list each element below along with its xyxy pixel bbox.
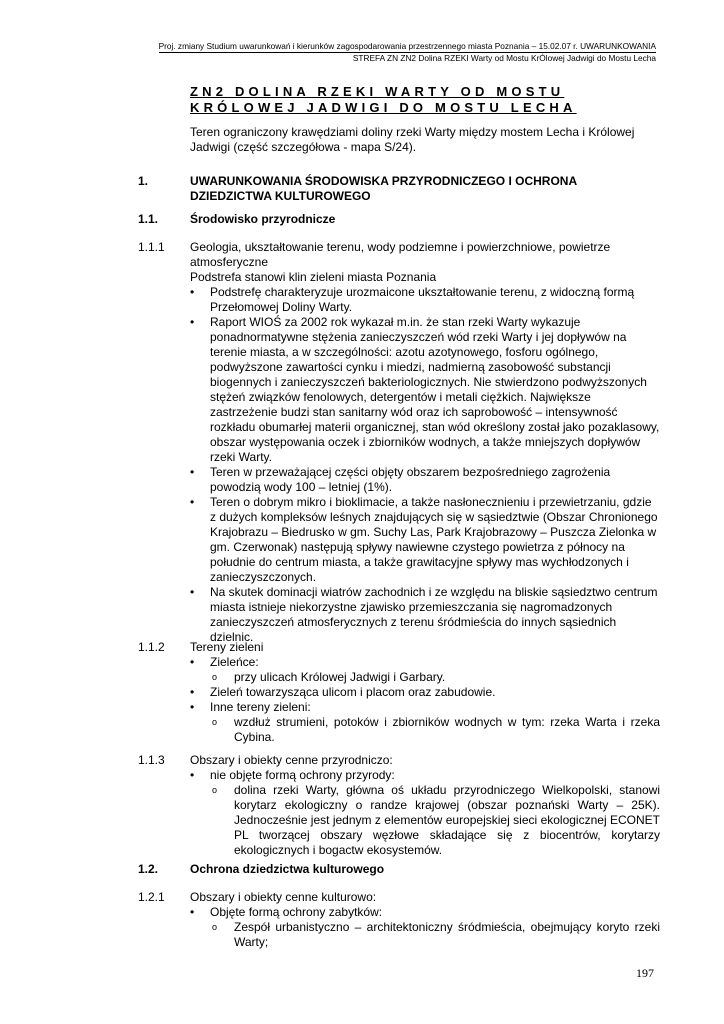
sub-list-item-text: wzdłuż strumieni, potoków i zbiorników wodnych w tym: rzeka Warta i rzeka Cybina. — [234, 715, 660, 744]
sub-list-item — [190, 715, 660, 745]
sub-list-item-text: Zespół urbanistyczno – architektoniczny śródmieścia, obejmujący koryto rzeki Warty; — [234, 920, 660, 949]
heading-number: 1. — [138, 174, 149, 188]
heading-number: 1.1. — [138, 212, 159, 226]
item-number: 1.2.1 — [138, 890, 165, 904]
list-item-text: Raport WIOŚ za 2002 rok wykazał m.in. że stan rzeki Warty wykazuje ponadnormatywne stężenia zanieczyszczeń wód rzeki Warty i jej dopływów na terenie miasta, a w szczególności: azotu azotynowego, fosforu ogólnego, podwyższone zawartości cynku i miedzi, nadmierną zasobowość substancji biogennych i zanieczyszczeń bakteriologicznych. Nie stwierdzono podwyższonych stężeń związków fenolowych, detergentów i metali ciężkich. Największe zastrzeżenie budzi stan sanitarny wód oraz ich saprobowość – intensywność rozkładu obumarłej materii organicznej, stan wód określony został jako pozaklasowy, obszar występowania oczek i zbiorników wodnych, a także mniejszych dopływów rzeki Warty. — [210, 315, 660, 464]
item-1-1-1 — [138, 240, 660, 645]
item-title: Tereny zieleni — [190, 640, 264, 654]
sub-list-item — [190, 920, 660, 950]
list-item — [190, 655, 660, 670]
bullet-icon: • — [190, 905, 195, 919]
heading-text: UWARUNKOWANIA ŚRODOWISKA PRZYRODNICZEGO I OCHRONA DZIEDZICTWA KULTUROWEGO — [190, 174, 577, 203]
item-title: Obszary i obiekty cenne przyrodniczo: — [190, 753, 393, 767]
item-subtitle: Podstrefa stanowi klin zieleni miasta Poznania — [190, 270, 437, 284]
bullet-icon: • — [190, 700, 195, 714]
item-1-1-3 — [138, 753, 660, 858]
bullet-icon: • — [190, 495, 195, 509]
page-number: 197 — [636, 966, 654, 980]
list-item-text: Na skutek dominacji wiatrów zachodnich i ze względu na bliskie sąsiedztwo centrum miasta istnieje niekorzystne zjawisko przemieszczania się nagromadzonych zanieczyszczeń atmosferycznych z terenu śródmieścia do innych sąsiednich dzielnic. — [210, 585, 658, 644]
intro-paragraph: Teren ograniczony krawędziami doliny rzeki Warty między mostem Lecha i Królowej Jadwigi (część szczegółowa - mapa S/24). — [190, 125, 635, 154]
item-number: 1.1.2 — [138, 640, 165, 654]
list-item — [190, 585, 660, 645]
item-title: Geologia, ukształtowanie terenu, wody podziemne i powierzchniowe, powietrze atmosferyczne — [190, 240, 611, 269]
list-item-text: Teren w przeważającej części objęty obszarem bezpośredniego zagrożenia powodzią wody 100 – letniej (1%). — [210, 465, 611, 494]
bullet-icon: • — [190, 285, 195, 299]
running-header — [96, 41, 656, 63]
sub-list-item-text: przy ulicach Królowej Jadwigi i Garbary. — [234, 670, 446, 684]
item-number: 1.1.3 — [138, 753, 165, 767]
list-item-text: nie objęte formą ochrony przyrody: — [210, 768, 395, 782]
list-item-text: Inne tereny zieleni: — [210, 700, 311, 714]
circle-bullet-icon: o — [212, 672, 218, 682]
sub-list-item-text: dolina rzeki Warty, główna oś układu przyrodniczego Wielkopolski, stanowi korytarz ekologiczny o randze krajowej (obszar poznański Warty – 25K). Jednocześnie jest jednym z elementów europejskiej sieci ekologicznej ECONET PL tworzącej obszary węzłowe składające się z biocentrów, korytarzy ekologicznych i bogactw ekosystemów. — [234, 783, 660, 857]
heading-number: 1.2. — [138, 862, 159, 876]
list-item-text: Podstrefę charakteryzuje urozmaicone ukształtowanie terenu, z widoczną formą Przełomowej Doliny Warty. — [210, 285, 635, 314]
bullet-icon: • — [190, 655, 195, 669]
item-title: Obszary i obiekty cenne kulturowo: — [190, 890, 377, 904]
list-item — [190, 700, 660, 715]
item-1-1-2 — [138, 640, 660, 745]
heading-text: Środowisko przyrodnicze — [190, 212, 336, 226]
bullet-icon: • — [190, 315, 195, 329]
list-item — [190, 685, 660, 700]
bullet-icon: • — [190, 768, 195, 782]
sub-list-item — [190, 783, 660, 858]
header-line-2: STREFA ZN ZN2 Dolina RZEKI Warty od Mostu KrÓlowej Jadwigi do Mostu Lecha — [352, 52, 656, 63]
bullet-icon: • — [190, 685, 195, 699]
list-item-text: Objęte formą ochrony zabytków: — [210, 905, 383, 919]
circle-bullet-icon: o — [212, 922, 218, 932]
list-item — [190, 465, 660, 495]
list-item-text: Teren o dobrym mikro i bioklimacie, a także nasłonecznieniu i przewietrzaniu, gdzie z dużych kompleksów leśnych znajdujących się w sąsiedztwie (Obszar Chronionego Krajobrazu – Biedrusko w gm. Suchy Las, Park Krajobrazowy – Puszcza Zielonka w gm. Czerwonak) następują spływy nawiewne czystego powietrza z północy na południe do centrum miasta, a także grawitacyjne spływy mas wychłodzonych i zanieczyszczonych. — [210, 495, 658, 584]
circle-bullet-icon: o — [212, 785, 218, 795]
item-1-2-1 — [138, 890, 660, 950]
bullet-icon: • — [190, 465, 195, 479]
heading-text: Ochrona dziedzictwa kulturowego — [190, 862, 385, 876]
header-line-1: Proj. zmiany Studium uwarunkowań i kierunków zagospodarowania przestrzennego miasta Poznania – 15.02.07 r. UWARUNKOWANIA — [158, 41, 656, 51]
list-item — [190, 905, 660, 920]
list-item — [190, 495, 660, 585]
item-number: 1.1.1 — [138, 240, 165, 254]
sub-list-item — [190, 670, 660, 685]
list-item — [190, 768, 660, 783]
list-item — [190, 285, 660, 315]
list-item-text: Zieleńce: — [210, 655, 259, 669]
section-title: ZN2 DOLINA RZEKI WARTY OD MOSTU KRÓLOWEJ JADWIGI DO MOSTU LECHA — [190, 84, 577, 115]
circle-bullet-icon: o — [212, 717, 218, 727]
list-item — [190, 315, 660, 465]
bullet-icon: • — [190, 585, 195, 599]
list-item-text: Zieleń towarzysząca ulicom i placom oraz zabudowie. — [210, 685, 496, 699]
